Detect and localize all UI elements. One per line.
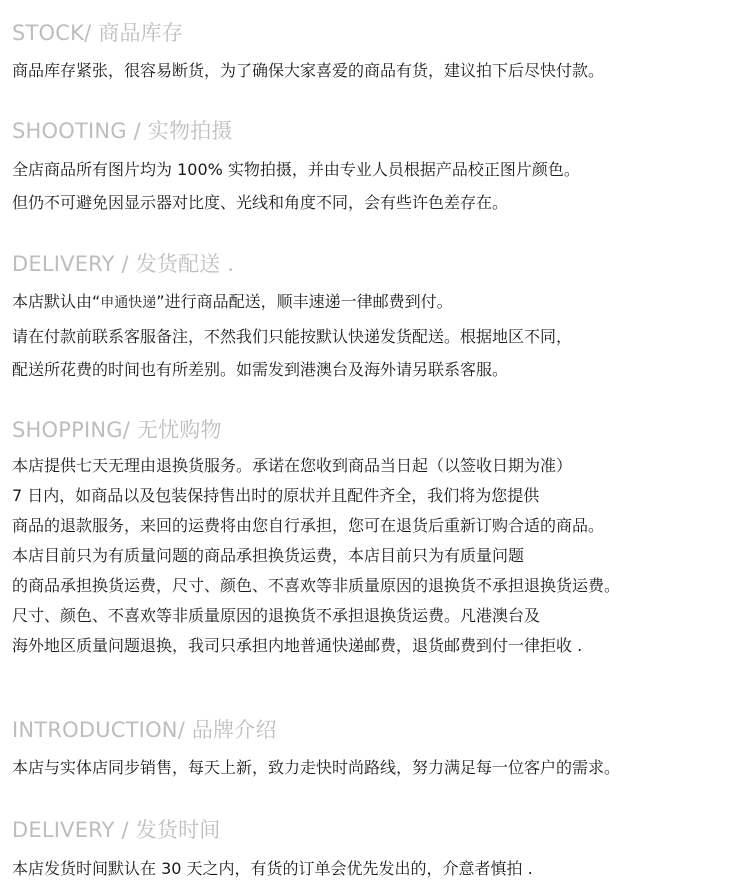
shopping-line-1: 本店提供七天无理由退换货服务。承诺在您收到商品当日起（以签收日期为准） bbox=[12, 456, 573, 475]
stock-body bbox=[12, 54, 743, 87]
delivery-line-2: 请在付款前联系客服备注，不然我们只能按默认快递发货配送。根据地区不同， bbox=[12, 327, 573, 346]
section-delivery bbox=[12, 251, 743, 386]
shopping-heading: SHOPPING/ 无忧购物 bbox=[12, 418, 222, 442]
shopping-line-5: 的商品承担换货运费，尺寸、颜色、不喜欢等非质量原因的退换货不承担退换货运费。 bbox=[12, 576, 621, 595]
stock-line: 商品库存紧张，很容易断货，为了确保大家喜爱的商品有货，建议拍下后尽快付款。 bbox=[12, 61, 605, 80]
section-shooting bbox=[12, 118, 743, 219]
introduction-line: 本店与实体店同步销售，每天上新，致力走快时尚路线，努力满足每一位客户的需求。 bbox=[12, 758, 621, 777]
shopping-line-7: 海外地区质量问题退换，我司只承担内地普通快递邮费，退货邮费到付一律拒收 . bbox=[12, 636, 583, 655]
delivery-line-1-after: ”进行商品配送，顺丰速递一律邮费到付。 bbox=[156, 292, 453, 311]
introduction-body bbox=[12, 751, 743, 784]
shopping-line-2: 7 日内，如商品以及包装保持售出时的原状并且配件齐全，我们将为您提供 bbox=[12, 486, 540, 505]
section-delivery-time bbox=[12, 817, 743, 885]
shooting-line-2: 但仍不可避免因显示器对比度、光线和角度不同，会有些许色差存在。 bbox=[12, 193, 509, 212]
shopping-line-4: 本店目前只为有质量问题的商品承担换货运费，本店目前只为有质量问题 bbox=[12, 546, 525, 565]
delivery-time-line: 本店发货时间默认在 30 天之内，有货的订单会优先发出的，介意者慎拍 . bbox=[12, 859, 533, 878]
delivery-line-1-before: 本店默认由“ bbox=[12, 292, 101, 311]
shopping-body bbox=[12, 451, 743, 661]
shopping-line-6: 尺寸、颜色、不喜欢等非质量原因的退换货不承担退换货运费。凡港澳台及 bbox=[12, 606, 541, 625]
section-stock bbox=[12, 20, 743, 87]
courier-name: 申通快递 bbox=[100, 295, 157, 311]
shooting-body bbox=[12, 153, 743, 219]
shopping-line-3: 商品的退款服务，来回的运费将由您自行承担，您可在退货后重新订购合适的商品。 bbox=[12, 516, 605, 535]
shooting-heading: SHOOTING / 实物拍摄 bbox=[12, 119, 233, 143]
stock-heading: STOCK/ 商品库存 bbox=[12, 21, 184, 45]
delivery-line-1 bbox=[12, 285, 743, 320]
delivery-time-body bbox=[12, 852, 743, 885]
section-introduction bbox=[12, 717, 743, 784]
introduction-heading: INTRODUCTION/ 品牌介绍 bbox=[12, 718, 277, 742]
shooting-line-1: 全店商品所有图片均为 100% 实物拍摄，并由专业人员根据产品校正图片颜色。 bbox=[12, 160, 580, 179]
section-shopping bbox=[12, 417, 743, 661]
delivery-body bbox=[12, 285, 743, 386]
delivery-line-3: 配送所花费的时间也有所差别。如需发到港澳台及海外请另联系客服。 bbox=[12, 360, 509, 379]
delivery-time-heading: DELIVERY / 发货时间 bbox=[12, 818, 221, 842]
delivery-heading: DELIVERY / 发货配送 . bbox=[12, 252, 235, 276]
